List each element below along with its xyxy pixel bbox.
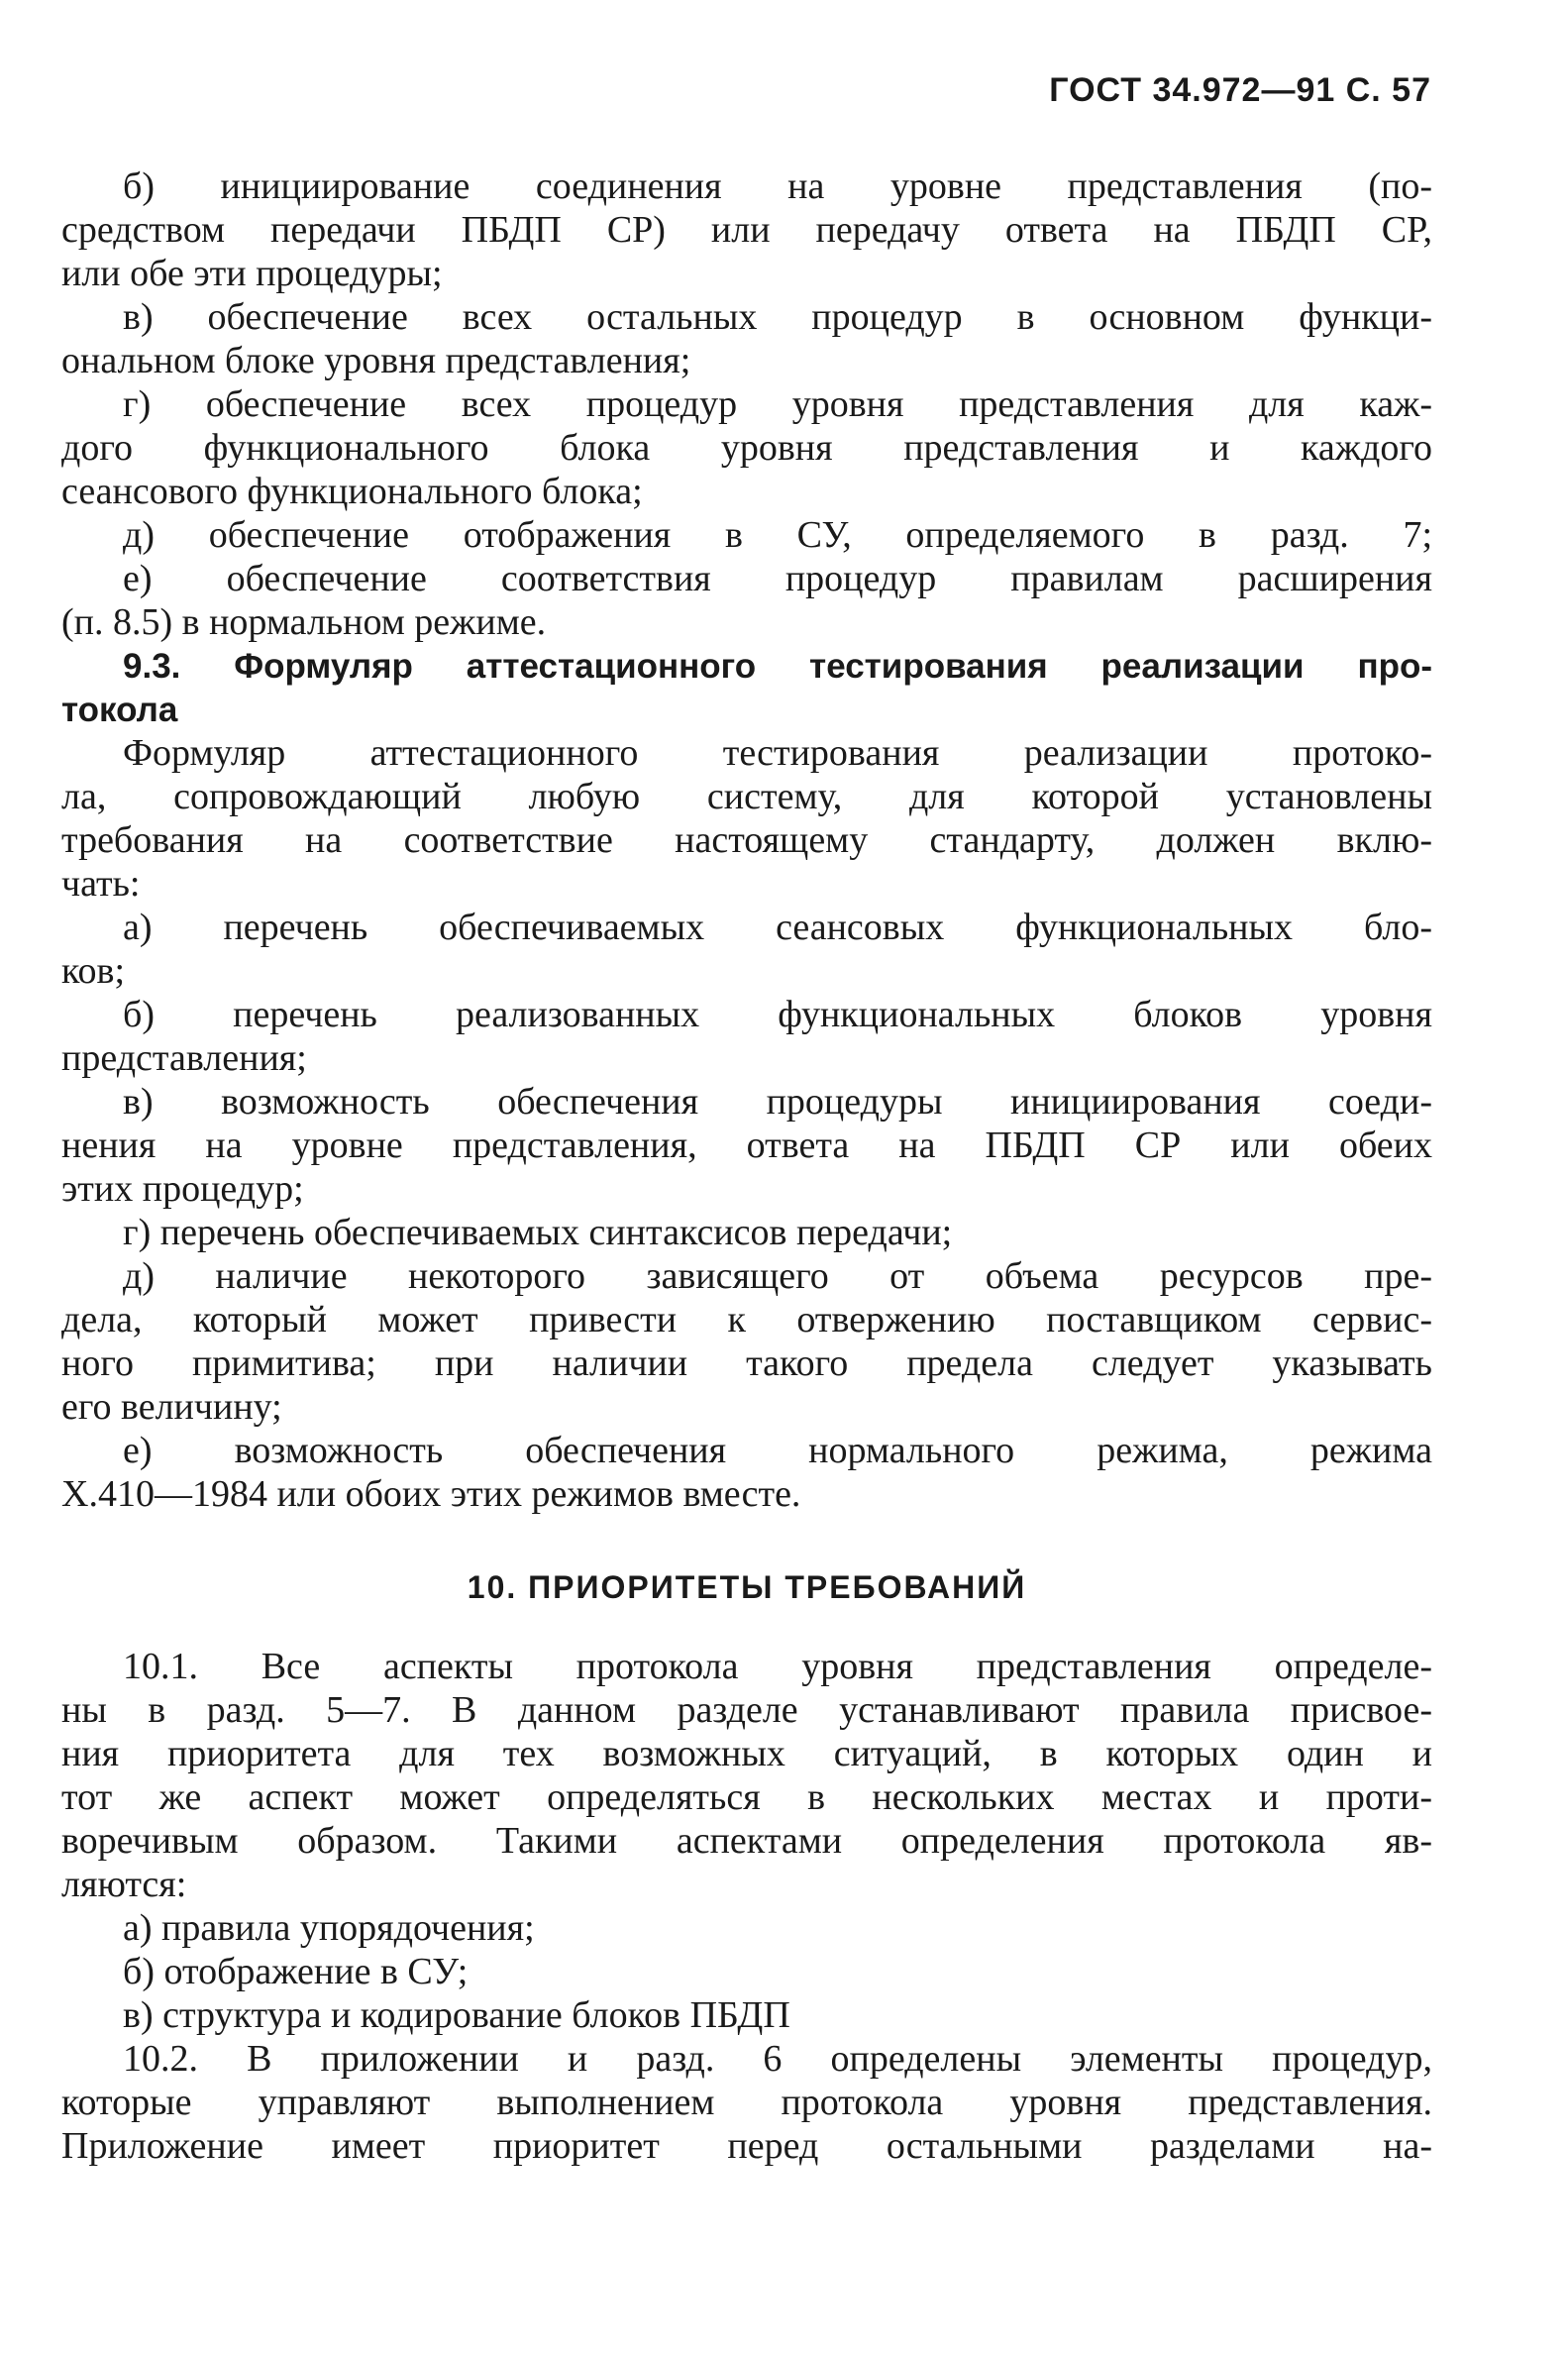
text-line: или обе эти процедуры; — [61, 253, 443, 294]
text-line: 10.1. Все аспекты протокола уровня представления определе- — [123, 1646, 1432, 1687]
text-line: ональном блоке уровня представления; — [61, 340, 691, 381]
text-line: б) перечень реализованных функциональных блоков уровня — [123, 994, 1432, 1035]
text-line: Формуляр аттестационного тестирования реализации протоко- — [123, 732, 1432, 774]
text-line: е) возможность обеспечения нормального режима, режима — [123, 1430, 1432, 1471]
text-line: б) отображение в СУ; — [123, 1951, 469, 1992]
page-header: ГОСТ 34.972—91 С. 57 — [1049, 71, 1431, 109]
section-9-3-title: 9.3. Формуляр аттестационного тестирования реализации про- — [123, 647, 1432, 686]
text-line: чать: — [61, 863, 141, 905]
text-line: Х.410—1984 или обоих этих режимов вместе. — [61, 1473, 801, 1515]
text-line: воречивым образом. Такими аспектами определения протокола яв- — [61, 1820, 1432, 1862]
text-line: д) наличие некоторого зависящего от объема ресурсов пре- — [123, 1255, 1432, 1297]
text-line: е) обеспечение соответствия процедур правилам расширения — [123, 558, 1432, 599]
section-10-heading: 10. ПРИОРИТЕТЫ ТРЕБОВАНИЙ — [467, 1569, 1027, 1605]
text-line: 10.2. В приложении и разд. 6 определены элементы процедур, — [123, 2038, 1432, 2080]
text-line: ляются: — [61, 1864, 187, 1905]
text-line: (п. 8.5) в нормальном режиме. — [61, 601, 547, 643]
text-line: требования на соответствие настоящему стандарту, должен вклю- — [61, 819, 1432, 861]
text-line: этих процедур; — [61, 1168, 304, 1210]
text-line: которые управляют выполнением протокола уровня представления. — [61, 2082, 1432, 2123]
document-body — [61, 164, 1432, 2168]
text-line: г) обеспечение всех процедур уровня представления для каж- — [123, 383, 1432, 425]
text-line: б) инициирование соединения на уровне представления (по- — [123, 165, 1432, 207]
text-line: нения на уровне представления, ответа на ПБДП СР или обеих — [61, 1125, 1432, 1166]
text-line: ного примитива; при наличии такого предела следует указывать — [61, 1342, 1432, 1384]
text-line: ны в разд. 5—7. В данном разделе устанавливают правила присвое- — [61, 1689, 1432, 1731]
list-continuation-block — [61, 164, 1432, 644]
text-line: ния приоритета для тех возможных ситуаций, в которых один и — [61, 1733, 1432, 1774]
section-9-3-title-line-2 — [61, 688, 1432, 731]
text-line: а) перечень обеспечиваемых сеансовых функциональных бло- — [123, 907, 1432, 948]
section-10-body — [61, 1645, 1432, 2168]
text-line: г) перечень обеспечиваемых синтаксисов передачи; — [123, 1212, 953, 1253]
text-line: его величину; — [61, 1386, 282, 1428]
text-line: а) правила упорядочения; — [123, 1907, 535, 1949]
text-line: дого функционального блока уровня представления и каждого — [61, 427, 1432, 469]
text-line: дела, который может привести к отвержению поставщиком сервис- — [61, 1299, 1432, 1340]
text-line: д) обеспечение отображения в СУ, определяемого в разд. 7; — [123, 514, 1432, 556]
text-line: тот же аспект может определяться в нескольких местах и проти- — [61, 1776, 1432, 1818]
text-line: в) возможность обеспечения процедуры инициирования соеди- — [123, 1081, 1432, 1123]
text-line: сеансового функционального блока; — [61, 471, 643, 512]
text-line: в) структура и кодирование блоков ПБДП — [123, 1994, 790, 2036]
text-line: в) обеспечение всех остальных процедур в основном функци- — [123, 296, 1432, 338]
section-9-3-body — [61, 731, 1432, 1516]
section-9-3-title-line-1 — [61, 644, 1432, 688]
text-line: представления; — [61, 1037, 307, 1079]
text-line: Приложение имеет приоритет перед остальными разделами на- — [61, 2125, 1432, 2167]
text-line: ков; — [61, 950, 126, 992]
text-line: средством передачи ПБДП СР) или передачу ответа на ПБДП СР, — [61, 209, 1432, 251]
section-9-3-title-end: токола — [61, 691, 178, 729]
text-line: ла, сопровождающий любую систему, для которой установлены — [61, 776, 1432, 817]
